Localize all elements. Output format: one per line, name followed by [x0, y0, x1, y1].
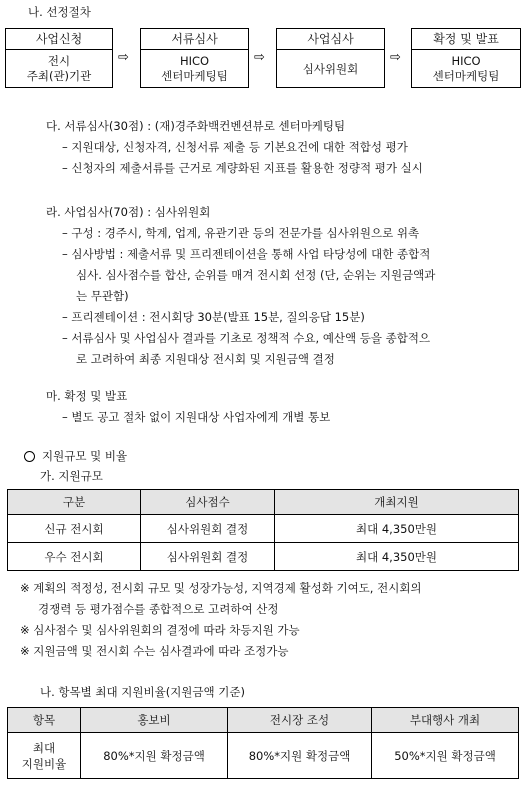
list-item: – 지원대상, 신청자격, 신청서류 제출 등 기본요건에 대한 적합성 평가 — [62, 140, 408, 154]
row-label-line: 지원비율 — [21, 756, 67, 771]
list-item: – 신청자의 제출서류를 근거로 계량화된 지표를 활용한 정량적 평가 실시 — [62, 161, 423, 175]
note: ※ 계획의 적정성, 전시회 규모 및 성장가능성, 지역경제 활성화 기여도, 전시회의 — [20, 581, 422, 595]
table-row — [8, 515, 519, 543]
table-cell: 우수 전시회 — [8, 543, 141, 571]
flow-box-application — [5, 28, 113, 88]
table-header: 항목 — [8, 708, 81, 733]
table-header: 개최지원 — [275, 490, 519, 515]
table-cell: 80%*지원 확정금액 — [228, 733, 372, 779]
flow-box-business-review — [276, 28, 385, 88]
list-item-continued: 로 고려하여 최종 지원대상 전시회 및 지원금액 결정 — [76, 352, 335, 366]
table-cell: 신규 전시회 — [8, 515, 141, 543]
table-row — [8, 733, 519, 779]
table-cell: 심사위원회 결정 — [141, 543, 275, 571]
flow-box-line: 주최(관)기관 — [26, 69, 92, 83]
table-cell: 50%*지원 확정금액 — [372, 733, 519, 779]
list-item-continued: 는 무관함) — [76, 289, 129, 303]
flow-box-header: 확정 및 발표 — [412, 29, 520, 50]
section-title-confirmation: 마. 확정 및 발표 — [46, 389, 128, 403]
flow-box-line: 전시 — [47, 54, 71, 68]
table-cell: 최대 4,350만원 — [275, 515, 519, 543]
row-label-line: 최대 — [32, 740, 56, 755]
table-header: 전시장 조성 — [228, 708, 372, 733]
flow-arrow-icon: ⇨ — [254, 50, 265, 65]
table-cell: 최대 4,350만원 — [275, 543, 519, 571]
table-cell: 심사위원회 결정 — [141, 515, 275, 543]
table-header: 심사점수 — [141, 490, 275, 515]
flow-box-line: 센터마케팅팀 — [432, 69, 500, 83]
table-row — [8, 543, 519, 571]
note: ※ 지원금액 및 전시회 수는 심사결과에 따라 조정가능 — [20, 644, 289, 658]
list-item: – 서류심사 및 사업심사 결과를 기초로 정책적 수요, 예산액 등을 종합적으 — [62, 331, 431, 345]
list-item: – 프리젠테이션 : 전시회당 30분(발표 15분, 질의응답 15분) — [62, 310, 365, 324]
flow-box-line: HICO — [179, 54, 210, 68]
section-title-selection-procedure: 나. 선정절차 — [28, 5, 91, 19]
table-header: 부대행사 개최 — [372, 708, 519, 733]
section-title-document-review: 다. 서류심사(30점) : (재)경주화백컨벤션뷰로 센터마케팅팀 — [46, 119, 346, 133]
support-ratio-table — [7, 707, 519, 779]
flow-box-document-review — [140, 28, 249, 88]
list-item: – 별도 공고 절차 없이 지원대상 사업자에게 개별 통보 — [62, 410, 331, 424]
table-header: 홍보비 — [81, 708, 228, 733]
table-cell-row-label — [8, 733, 81, 779]
flow-box-header: 사업신청 — [6, 29, 112, 50]
section-title-business-review: 라. 사업심사(70점) : 심사위원회 — [46, 205, 211, 219]
support-scale-table — [7, 489, 519, 571]
support-heading — [24, 448, 127, 464]
support-title: 지원규모 및 비율 — [42, 449, 128, 463]
support-subtitle-ratio: 나. 항목별 최대 지원비율(지원금액 기준) — [40, 685, 245, 699]
note-continued: 경쟁력 등 평가점수를 종합적으로 고려하여 산정 — [38, 602, 279, 616]
flow-box-line: 심사위원회 — [302, 62, 359, 76]
flow-box-line: 센터마케팅팀 — [161, 69, 228, 83]
list-item: – 심사방법 : 제출서류 및 프리젠테이션을 통해 사업 타당성에 대한 종합적 — [62, 247, 431, 261]
flow-box-header: 서류심사 — [141, 29, 248, 50]
circle-bullet-icon — [24, 451, 35, 462]
table-cell: 80%*지원 확정금액 — [81, 733, 228, 779]
flow-box-confirm-announce — [411, 28, 521, 88]
table-header: 구분 — [8, 490, 141, 515]
note: ※ 심사점수 및 심사위원회의 결정에 따라 차등지원 가능 — [20, 623, 300, 637]
flow-arrow-icon: ⇨ — [118, 50, 129, 65]
flow-box-line: HICO — [451, 54, 481, 68]
flow-box-header: 사업심사 — [277, 29, 384, 50]
support-subtitle-scale: 가. 지원규모 — [40, 469, 103, 483]
flow-arrow-icon: ⇨ — [390, 50, 401, 65]
list-item: – 구성 : 경주시, 학계, 업계, 유관기관 등의 전문가를 심사위원으로 위촉 — [62, 226, 420, 240]
list-item-continued: 심사. 심사점수를 합산, 순위를 매겨 전시회 선정 (단, 순위는 지원금액과 — [76, 268, 436, 282]
